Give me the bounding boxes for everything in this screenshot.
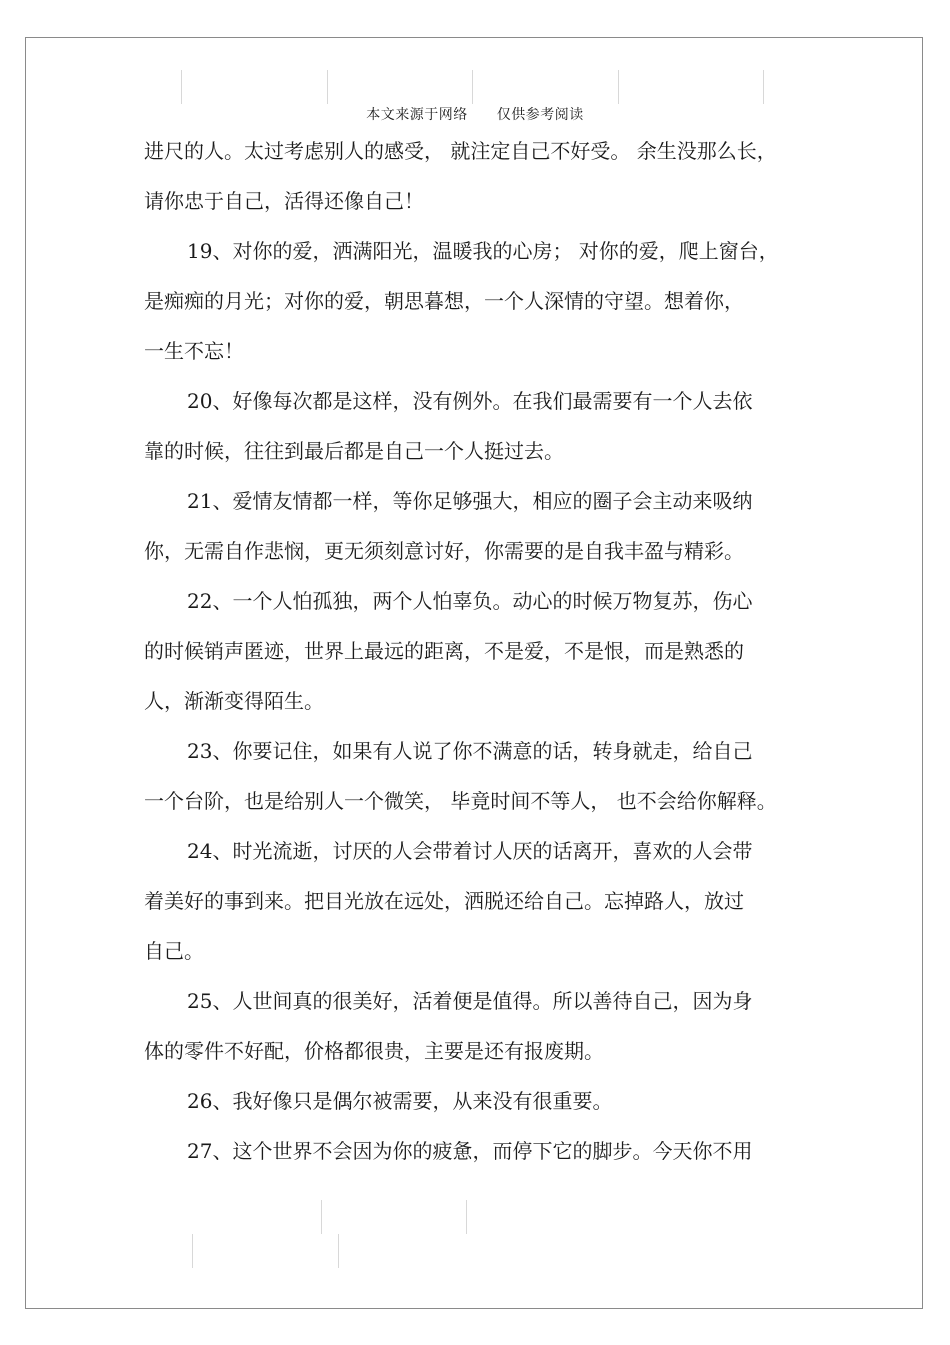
decorative-rule [763,70,764,104]
text-line: 一个台阶，也是给别人一个微笑， 毕竟时间不等人， 也不会给你解释。 [144,789,777,813]
document-body [144,126,794,1176]
decorative-rule [472,70,473,104]
decorative-rule [327,70,328,104]
text-line: 靠的时候，往往到最后都是自己一个人挺过去。 [144,439,564,463]
text-line: 23、你要记住，如果有人说了你不满意的话，转身就走，给自己 [187,739,753,763]
text-line: 22、一个人怕孤独，两个人怕辜负。动心的时候万物复苏，伤心 [187,589,753,613]
text-line: 人，渐渐变得陌生。 [144,689,324,713]
text-line: 21、爱情友情都一样，等你足够强大，相应的圈子会主动来吸纳 [187,489,753,513]
text-line: 26、我好像只是偶尔被需要，从来没有很重要。 [187,1089,613,1113]
decorative-rule [181,70,182,104]
text-line: 着美好的事到来。把目光放在远处，洒脱还给自己。忘掉路人，放过 [144,889,744,913]
text-line: 19、对你的爱，洒满阳光，温暖我的心房； 对你的爱，爬上窗台， [187,239,779,263]
text-line: 20、好像每次都是这样，没有例外。在我们最需要有一个人去依 [187,389,753,413]
decorative-rule [321,1200,322,1234]
decorative-rule [338,1234,339,1268]
decorative-rule [618,70,619,104]
text-line: 27、这个世界不会因为你的疲惫，而停下它的脚步。今天你不用 [187,1139,753,1163]
decorative-rule [192,1234,193,1268]
text-line: 24、时光流逝，讨厌的人会带着讨人厌的话离开，喜欢的人会带 [187,839,753,863]
page-header [0,104,950,124]
text-line: 25、人世间真的很美好，活着便是值得。所以善待自己，因为身 [187,989,753,1013]
decorative-rule [466,1200,467,1234]
text-line: 进尺的人。太过考虑别人的感受， 就注定自己不好受。 余生没那么长， [144,139,777,163]
text-line: 自己。 [144,939,204,963]
text-line: 你，无需自作悲悯，更无须刻意讨好，你需要的是自我丰盈与精彩。 [144,539,744,563]
header-source-text: 本文来源于网络 [366,107,468,123]
text-line: 的时候销声匿迹，世界上最远的距离，不是爱，不是恨，而是熟悉的 [144,639,744,663]
text-line: 体的零件不好配，价格都很贵，主要是还有报废期。 [144,1039,604,1063]
text-line: 请你忠于自己，活得还像自己！ [144,189,424,213]
text-line: 一生不忘！ [144,339,244,363]
text-line: 是痴痴的月光；对你的爱，朝思暮想，一个人深情的守望。想着你， [144,289,744,313]
header-reference-text: 仅供参考阅读 [496,107,584,123]
